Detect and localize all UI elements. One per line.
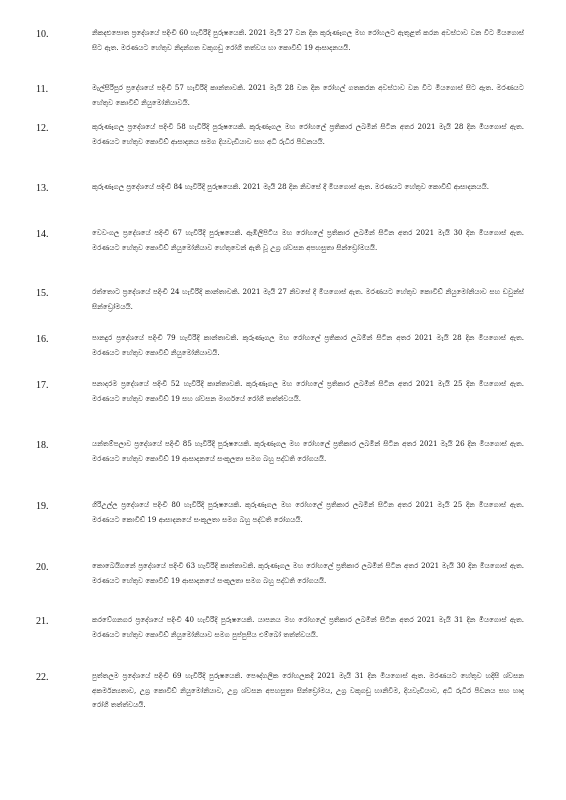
item-number: 10. — [36, 29, 49, 40]
item-text: කරවේගනගර ප්‍රදේශයේ පදිංචි 40 හැවිරිදි පුරුෂයෙකි. යාපනය මහ රෝහලේ ප්‍රතිකාර ලබමින් සිටින අතර 2021 මැයි 31 දින මියගොස් ඇත. මරණයට හේතුව කොවිඩ් නියුමෝනියාව සමග පුප්පුසීය එම්බෝ තත්ත්වයයි. — [92, 615, 524, 639]
item-number: 12. — [36, 123, 49, 134]
list-item — [30, 437, 524, 466]
item-text: කුරුණෑගල ප්‍රදේශයේ පදිංචි 84 හැවිරිදි පුරුෂයෙකි. 2021 මැයි 28 දින නිවසේ දී මියගොස් ඇත. මරණයට හේතුව කොවිඩ් ආසාදනයයි. — [92, 182, 489, 191]
item-text: රත්තොට ප්‍රදේශයේ පදිංචි 24 හැවිරිදි කාන්තාවකි. 2021 මැයි 27 නිවසේ දී මියගොස් ඇත. මරණයට හේතුව කොවිඩ් නියුමෝනියාව සහ ඩවුන්ස් සින්ඩ්‍රෝමයයි. — [92, 287, 524, 311]
item-text: පානදුර ප්‍රදේශයේ පදිංචි 79 හැවිරිදි කාන්තාවකි. කුරුණෑගල මහ රෝහලේ ප්‍රතිකාර ලබමින් සිටින අතර 2021 මැයි 28 දින මියගොස් ඇත. මරණයට හේතුව කොවිඩ් නියුමෝනියාවයි. — [92, 333, 524, 357]
item-number: 18. — [36, 440, 49, 451]
item-number: 21. — [36, 616, 49, 627]
item-number: 20. — [36, 562, 49, 573]
item-number: 14. — [36, 229, 49, 240]
list-item — [30, 377, 524, 406]
item-number: 11. — [36, 84, 49, 95]
list-item — [30, 180, 524, 197]
item-text: ගිරිඋල්ල ප්‍රදේශයේ පදිංචි 80 හැවිරිදි පුරුෂයෙකි. කුරුණෑගල මහ රෝහලේ ප්‍රතිකාර ලබමින් සිටින අතර 2021 මැයි 25 දින මියගොස් ඇත. මරණයට කොවිඩ් 19 ආසාදනයේ සංකූලතා සමග බහු පද්ධති රෝගයයි. — [92, 500, 524, 524]
item-number: 22. — [36, 672, 49, 683]
list-item — [30, 26, 524, 55]
item-number: 16. — [36, 334, 49, 345]
list-item — [30, 613, 524, 642]
item-text: නිකදළුපොත ප්‍රදේශයේ පදිංචි 60 හැවිරිදි පුරුෂයෙකි. 2021 මැයි 27 වන දින කුරුණෑගල මහ රෝහලට ඇතුළත් කරන අවස්ථාව වන විට මියගොස් සිට ඇත. මරණයට හේතුව නිදන්ගත වකුගඩු රෝගී තත්වය හා කොවිඩ් 19 ආසාදනයයි. — [92, 28, 524, 52]
list-item — [30, 498, 524, 527]
list-item — [30, 331, 524, 360]
list-item — [30, 285, 524, 314]
item-text: පනාදරම ප්‍රදේශයේ පදිංචි 52 හැවිරිදි කාන්තාවකි. කුරුණෑගල මහ රෝහලේ ප්‍රතිකාර ලබමින් සිටින අතර 2021 මැයි 25 දින මියගොස් ඇත. මරණයට හේතුව කොවිඩ් 19 සහ ශ්වසන මාර්ගයේ රෝගී තත්ත්වයයි. — [92, 379, 524, 403]
item-text: පුත්තලම ප්‍රදේශයේ පදිංචි 69 හැවිරිදි පුරුෂයෙකි. පෞද්ගලික රෝහලකදී 2021 මැයි 31 දින මියගොස් ඇත. මරණයට හේතුව හදිසි ශ්වසන අකර්මන්‍යතාව, උග්‍ර කොවිඩ් නියුමෝනියාව, උග්‍ර ශ්වසන අපහසුතා සින්ඩ්‍රෝමය, උග්‍ර වකුගඩු හානිවීම, දියවැඩියාව, අධි රුධිර පීඩනය සහ හෘද රෝගී තත්ත්වයයි. — [92, 671, 524, 710]
list-item — [30, 81, 524, 110]
item-text: කොබෙයිගනේ ප්‍රදේශයේ පදිංචි 63 හැවිරිදි කාන්තාවකි. කුරුණෑගල මහ රෝහලේ ප්‍රතිකාර ලබමින් සිටින අතර 2021 මැයි 30 දින මියගොස් ඇත. මරණයට හේතුව කොවිඩ් 19 ආසාදනයේ සංකූලතා සමග බහු පද්ධති රෝගයයි. — [92, 561, 524, 585]
item-text: යන්තම්පලාව ප්‍රදේශයේ පදිංචි 85 හැවිරිදි පුරුෂයෙකි. කුරුණෑගල මහ රෝහලේ ප්‍රතිකාර ලබමින් සිටින අතර 2021 මැයි 26 දින මියගොස් ඇත. මරණයට හේතුව කොවිඩ් 19 ආසාදනයේ සංකූලතා සමග බහු පද්ධති රෝගයයි. — [92, 439, 524, 463]
item-text: කුරුණෑගල ප්‍රදේශයේ පදිංචි 58 හැවිරිදි පුරුෂයෙකි. කුරුණෑගල මහ රෝහලේ ප්‍රතිකාර ලබමින් සිටින අතර 2021 මැයි 28 දින මියගොස් ඇත. මරණයට හේතුව කොවිඩ් ආසාදනය සමග දියවැඩියාව සහ අධි රුධිර පීඩනයයි. — [92, 122, 524, 146]
item-number: 19. — [36, 501, 49, 512]
item-text: වෙවංගල ප්‍රදේශයේ පදිංචි 67 හැවිරිදි පුරුෂයෙකි. ඇඹිලිපිටිය මහ රෝහලේ ප්‍රතිකාර ලබමින් සිටින අතර 2021 මැයි 30 දින මියගොස් ඇත. මරණයට හේතුව කොවිඩ් නියුමෝනියාව හේතුවෙන් ඇති වූ උග්‍ර ශ්වසන අපහසුතා සින්ඩ්‍රෝමයයි. — [92, 228, 524, 252]
list-item — [30, 120, 524, 149]
list-item — [30, 669, 524, 713]
list-item — [30, 226, 524, 255]
item-number: 13. — [36, 183, 49, 194]
item-number: 17. — [36, 380, 49, 391]
list-item — [30, 559, 524, 588]
item-number: 15. — [36, 288, 49, 299]
item-text: මැල්සිරිපුර ප්‍රදේශයේ පදිංචි 57 හැවිරිදි කාන්තාවකි. 2021 මැයි 28 වන දින රෝහල් ගතකරන අවස්ථාව වන විට මියගොස් සිට ඇත. මරණයට හේතුව කොවිඩ් නියුමෝනියාවයි. — [92, 83, 524, 107]
